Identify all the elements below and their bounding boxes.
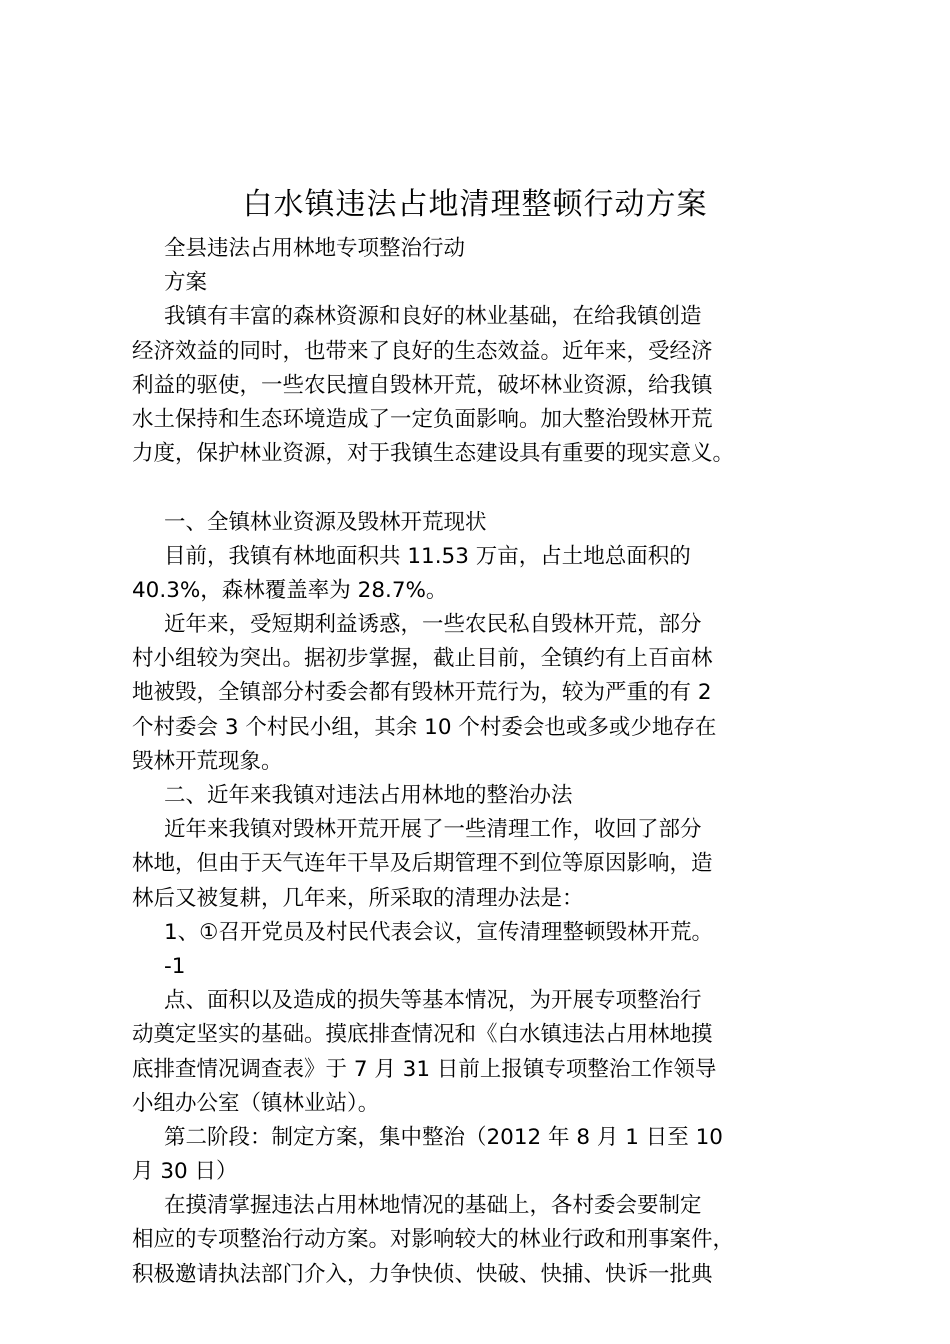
paragraph-line: 经济效益的同时，也带来了良好的生态效益。近年来，受经济 — [132, 338, 713, 364]
paragraph-line: 小组办公室（镇林业站）。 — [132, 1090, 380, 1116]
paragraph-line: 近年来，受短期利益诱惑，一些农民私自毁林开荒，部分 — [164, 612, 702, 638]
subtitle-line-1: 全县违法占用林地专项整治行动 — [164, 236, 466, 261]
paragraph-line: 毁林开荒现象。 — [132, 748, 283, 774]
paragraph-line: 利益的驱使，一些农民擅自毁林开荒，破坏林业资源，给我镇 — [132, 372, 713, 398]
paragraph-line: 林后又被复耕，几年来，所采取的清理办法是： — [132, 885, 584, 911]
blank-line — [132, 471, 838, 505]
subtitle-line-2: 方案 — [164, 270, 208, 296]
document-title: 白水镇违法占地清理整顿行动方案 — [242, 187, 708, 222]
document-body — [132, 232, 838, 1292]
paragraph-line: 地被毁，全镇部分村委会都有毁林开荒行为，较为严重的有 2 — [132, 680, 712, 706]
paragraph-line: 相应的专项整治行动方案。对影响较大的林业行政和刑事案件， — [132, 1227, 735, 1253]
paragraph-line: 近年来我镇对毁林开荒开展了一些清理工作，收回了部分 — [164, 817, 702, 843]
section-heading-1: 一、全镇林业资源及毁林开荒现状 — [164, 509, 487, 535]
paragraph-line: 村小组较为突出。据初步掌握，截止目前，全镇约有上百亩林 — [132, 646, 713, 672]
paragraph-line: 动奠定坚实的基础。摸底排查情况和《白水镇违法占用林地摸 — [132, 1022, 713, 1048]
section-heading-2: 二、近年来我镇对违法占用林地的整治办法 — [164, 783, 573, 808]
paragraph-line: 在摸清掌握违法占用林地情况的基础上，各村委会要制定 — [164, 1193, 702, 1219]
paragraph-line: 底排查情况调查表》于 7 月 31 日前上报镇专项整治工作领导 — [132, 1056, 717, 1082]
paragraph-line: 力度，保护林业资源，对于我镇生态建设具有重要的现实意义。 — [132, 441, 735, 467]
paragraph-line: 林地，但由于天气连年干旱及后期管理不到位等原因影响，造 — [132, 851, 713, 877]
stage-heading: 第二阶段：制定方案，集中整治（2012 年 8 月 1 日至 10 — [164, 1124, 723, 1150]
paragraph-line: 个村委会 3 个村民小组，其余 10 个村委会也或多或少地存在 — [132, 714, 717, 740]
paragraph-line: 40.3%，森林覆盖率为 28.7%。 — [132, 577, 448, 603]
paragraph-line: 我镇有丰富的森林资源和良好的林业基础，在给我镇创造 — [164, 304, 702, 330]
paragraph-line: 水土保持和生态环境造成了一定负面影响。加大整治毁林开荒 — [132, 406, 713, 432]
page-marker: -1 — [164, 953, 186, 979]
paragraph-line: 点、面积以及造成的损失等基本情况，为开展专项整治行 — [164, 988, 702, 1014]
paragraph-line: 目前，我镇有林地面积共 11.53 万亩，占土地总面积的 — [164, 543, 691, 569]
paragraph-line: 月 30 日） — [132, 1159, 238, 1185]
paragraph-line: 积极邀请执法部门介入，力争快侦、快破、快捕、快诉一批典 — [132, 1261, 713, 1287]
list-item-line: 1、①召开党员及村民代表会议，宣传清理整顿毁林开荒。 — [164, 919, 713, 945]
